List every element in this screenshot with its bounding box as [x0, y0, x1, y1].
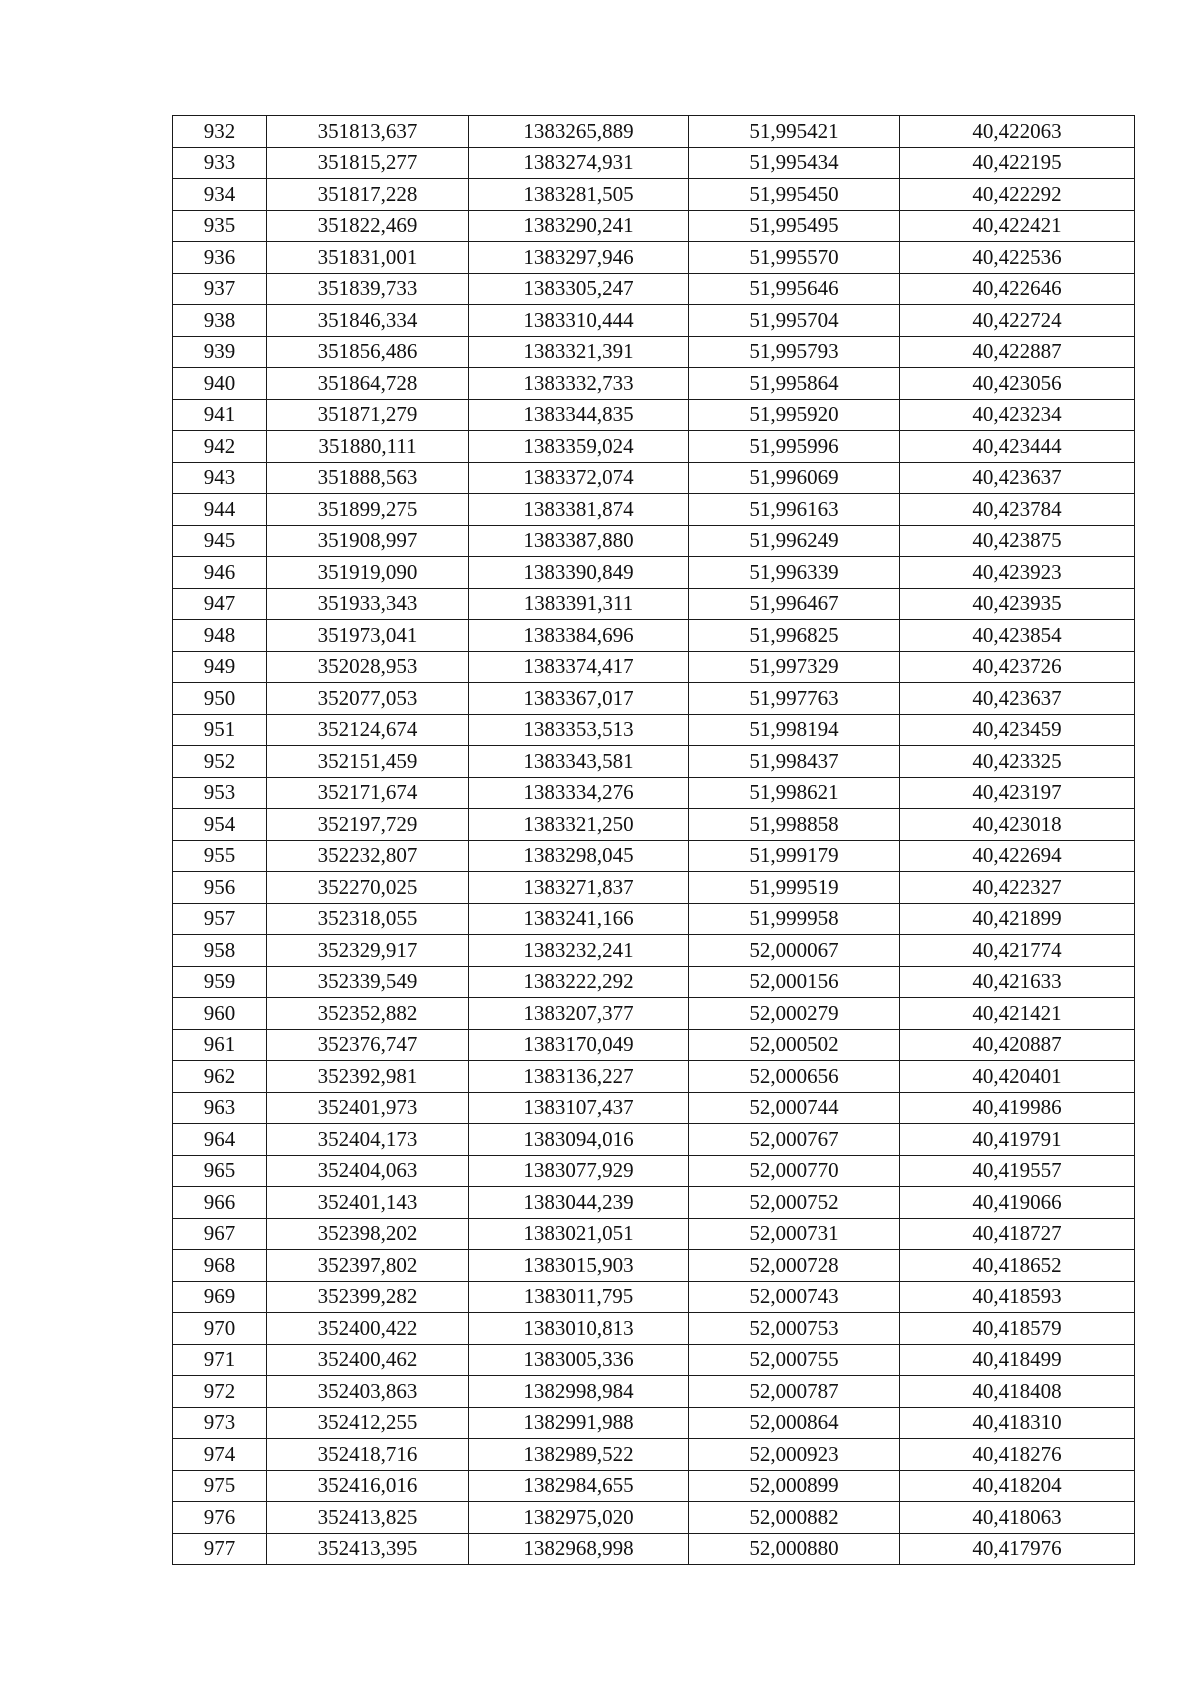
y-coordinate-cell: 1382989,522	[469, 1439, 689, 1471]
y-coordinate-cell: 1383321,391	[469, 336, 689, 368]
longitude-cell: 40,422724	[900, 305, 1135, 337]
table-row	[173, 620, 1135, 652]
longitude-cell: 40,418408	[900, 1376, 1135, 1408]
point-number-cell: 942	[173, 431, 267, 463]
point-number-cell: 936	[173, 242, 267, 274]
point-number-cell: 934	[173, 179, 267, 211]
point-number-cell: 941	[173, 399, 267, 431]
point-number-cell: 965	[173, 1155, 267, 1187]
latitude-cell: 51,999519	[689, 872, 900, 904]
table-row	[173, 368, 1135, 400]
longitude-cell: 40,417976	[900, 1533, 1135, 1565]
latitude-cell: 52,000728	[689, 1250, 900, 1282]
latitude-cell: 51,998858	[689, 809, 900, 841]
latitude-cell: 51,995450	[689, 179, 900, 211]
y-coordinate-cell: 1383343,581	[469, 746, 689, 778]
longitude-cell: 40,422421	[900, 210, 1135, 242]
x-coordinate-cell: 351846,334	[267, 305, 469, 337]
latitude-cell: 52,000755	[689, 1344, 900, 1376]
coordinates-table-body	[173, 116, 1135, 1565]
table-row	[173, 179, 1135, 211]
y-coordinate-cell: 1383390,849	[469, 557, 689, 589]
x-coordinate-cell: 352399,282	[267, 1281, 469, 1313]
y-coordinate-cell: 1383367,017	[469, 683, 689, 715]
longitude-cell: 40,423325	[900, 746, 1135, 778]
y-coordinate-cell: 1383011,795	[469, 1281, 689, 1313]
y-coordinate-cell: 1383222,292	[469, 966, 689, 998]
y-coordinate-cell: 1383274,931	[469, 147, 689, 179]
x-coordinate-cell: 352400,462	[267, 1344, 469, 1376]
longitude-cell: 40,423444	[900, 431, 1135, 463]
table-row	[173, 525, 1135, 557]
x-coordinate-cell: 352077,053	[267, 683, 469, 715]
point-number-cell: 964	[173, 1124, 267, 1156]
coordinates-table	[172, 115, 1135, 1565]
y-coordinate-cell: 1382991,988	[469, 1407, 689, 1439]
point-number-cell: 973	[173, 1407, 267, 1439]
latitude-cell: 52,000923	[689, 1439, 900, 1471]
longitude-cell: 40,419986	[900, 1092, 1135, 1124]
latitude-cell: 51,996467	[689, 588, 900, 620]
latitude-cell: 51,995704	[689, 305, 900, 337]
x-coordinate-cell: 351839,733	[267, 273, 469, 305]
point-number-cell: 933	[173, 147, 267, 179]
y-coordinate-cell: 1383005,336	[469, 1344, 689, 1376]
longitude-cell: 40,421899	[900, 903, 1135, 935]
y-coordinate-cell: 1383321,250	[469, 809, 689, 841]
point-number-cell: 950	[173, 683, 267, 715]
point-number-cell: 945	[173, 525, 267, 557]
table-row	[173, 1124, 1135, 1156]
y-coordinate-cell: 1383290,241	[469, 210, 689, 242]
longitude-cell: 40,422195	[900, 147, 1135, 179]
latitude-cell: 51,995864	[689, 368, 900, 400]
table-row	[173, 1376, 1135, 1408]
y-coordinate-cell: 1383310,444	[469, 305, 689, 337]
longitude-cell: 40,423935	[900, 588, 1135, 620]
x-coordinate-cell: 351908,997	[267, 525, 469, 557]
point-number-cell: 954	[173, 809, 267, 841]
x-coordinate-cell: 351856,486	[267, 336, 469, 368]
table-row	[173, 809, 1135, 841]
table-row	[173, 1407, 1135, 1439]
x-coordinate-cell: 351933,343	[267, 588, 469, 620]
x-coordinate-cell: 352403,863	[267, 1376, 469, 1408]
latitude-cell: 52,000882	[689, 1502, 900, 1534]
table-row	[173, 242, 1135, 274]
table-row	[173, 116, 1135, 148]
y-coordinate-cell: 1383334,276	[469, 777, 689, 809]
y-coordinate-cell: 1383010,813	[469, 1313, 689, 1345]
point-number-cell: 937	[173, 273, 267, 305]
longitude-cell: 40,423234	[900, 399, 1135, 431]
table-row	[173, 903, 1135, 935]
longitude-cell: 40,420401	[900, 1061, 1135, 1093]
x-coordinate-cell: 352329,917	[267, 935, 469, 967]
x-coordinate-cell: 351899,275	[267, 494, 469, 526]
latitude-cell: 52,000880	[689, 1533, 900, 1565]
latitude-cell: 51,996825	[689, 620, 900, 652]
longitude-cell: 40,418727	[900, 1218, 1135, 1250]
table-row	[173, 1502, 1135, 1534]
latitude-cell: 52,000156	[689, 966, 900, 998]
x-coordinate-cell: 352416,016	[267, 1470, 469, 1502]
x-coordinate-cell: 352028,953	[267, 651, 469, 683]
table-row	[173, 1533, 1135, 1565]
y-coordinate-cell: 1383094,016	[469, 1124, 689, 1156]
longitude-cell: 40,421421	[900, 998, 1135, 1030]
y-coordinate-cell: 1383344,835	[469, 399, 689, 431]
latitude-cell: 51,995996	[689, 431, 900, 463]
latitude-cell: 52,000770	[689, 1155, 900, 1187]
point-number-cell: 970	[173, 1313, 267, 1345]
point-number-cell: 977	[173, 1533, 267, 1565]
x-coordinate-cell: 352171,674	[267, 777, 469, 809]
table-row	[173, 273, 1135, 305]
point-number-cell: 967	[173, 1218, 267, 1250]
x-coordinate-cell: 352400,422	[267, 1313, 469, 1345]
table-row	[173, 683, 1135, 715]
x-coordinate-cell: 352404,063	[267, 1155, 469, 1187]
table-row	[173, 399, 1135, 431]
y-coordinate-cell: 1382998,984	[469, 1376, 689, 1408]
longitude-cell: 40,422063	[900, 116, 1135, 148]
longitude-cell: 40,421633	[900, 966, 1135, 998]
y-coordinate-cell: 1383305,247	[469, 273, 689, 305]
x-coordinate-cell: 352318,055	[267, 903, 469, 935]
table-row	[173, 462, 1135, 494]
longitude-cell: 40,418310	[900, 1407, 1135, 1439]
longitude-cell: 40,422536	[900, 242, 1135, 274]
longitude-cell: 40,419791	[900, 1124, 1135, 1156]
longitude-cell: 40,418593	[900, 1281, 1135, 1313]
longitude-cell: 40,418204	[900, 1470, 1135, 1502]
point-number-cell: 946	[173, 557, 267, 589]
point-number-cell: 976	[173, 1502, 267, 1534]
longitude-cell: 40,423637	[900, 462, 1135, 494]
y-coordinate-cell: 1383136,227	[469, 1061, 689, 1093]
table-row	[173, 1218, 1135, 1250]
point-number-cell: 957	[173, 903, 267, 935]
longitude-cell: 40,422646	[900, 273, 1135, 305]
point-number-cell: 952	[173, 746, 267, 778]
x-coordinate-cell: 351973,041	[267, 620, 469, 652]
x-coordinate-cell: 351888,563	[267, 462, 469, 494]
table-row	[173, 872, 1135, 904]
y-coordinate-cell: 1383298,045	[469, 840, 689, 872]
x-coordinate-cell: 351813,637	[267, 116, 469, 148]
longitude-cell: 40,419557	[900, 1155, 1135, 1187]
latitude-cell: 52,000731	[689, 1218, 900, 1250]
table-row	[173, 557, 1135, 589]
latitude-cell: 52,000752	[689, 1187, 900, 1219]
latitude-cell: 51,996163	[689, 494, 900, 526]
longitude-cell: 40,423784	[900, 494, 1135, 526]
table-row	[173, 1092, 1135, 1124]
table-row	[173, 998, 1135, 1030]
latitude-cell: 52,000656	[689, 1061, 900, 1093]
latitude-cell: 51,995920	[689, 399, 900, 431]
x-coordinate-cell: 351815,277	[267, 147, 469, 179]
table-row	[173, 1187, 1135, 1219]
x-coordinate-cell: 351919,090	[267, 557, 469, 589]
y-coordinate-cell: 1383232,241	[469, 935, 689, 967]
x-coordinate-cell: 351831,001	[267, 242, 469, 274]
x-coordinate-cell: 352412,255	[267, 1407, 469, 1439]
x-coordinate-cell: 352398,202	[267, 1218, 469, 1250]
point-number-cell: 939	[173, 336, 267, 368]
point-number-cell: 932	[173, 116, 267, 148]
y-coordinate-cell: 1382975,020	[469, 1502, 689, 1534]
x-coordinate-cell: 352352,882	[267, 998, 469, 1030]
table-row	[173, 777, 1135, 809]
table-row	[173, 1061, 1135, 1093]
latitude-cell: 52,000502	[689, 1029, 900, 1061]
point-number-cell: 966	[173, 1187, 267, 1219]
latitude-cell: 51,998194	[689, 714, 900, 746]
latitude-cell: 51,995421	[689, 116, 900, 148]
x-coordinate-cell: 352339,549	[267, 966, 469, 998]
latitude-cell: 51,995434	[689, 147, 900, 179]
point-number-cell: 958	[173, 935, 267, 967]
longitude-cell: 40,423459	[900, 714, 1135, 746]
x-coordinate-cell: 352413,825	[267, 1502, 469, 1534]
point-number-cell: 969	[173, 1281, 267, 1313]
latitude-cell: 52,000067	[689, 935, 900, 967]
point-number-cell: 963	[173, 1092, 267, 1124]
y-coordinate-cell: 1383044,239	[469, 1187, 689, 1219]
point-number-cell: 971	[173, 1344, 267, 1376]
y-coordinate-cell: 1383353,513	[469, 714, 689, 746]
longitude-cell: 40,423056	[900, 368, 1135, 400]
latitude-cell: 51,997329	[689, 651, 900, 683]
y-coordinate-cell: 1383271,837	[469, 872, 689, 904]
point-number-cell: 949	[173, 651, 267, 683]
point-number-cell: 955	[173, 840, 267, 872]
y-coordinate-cell: 1383077,929	[469, 1155, 689, 1187]
y-coordinate-cell: 1383021,051	[469, 1218, 689, 1250]
longitude-cell: 40,420887	[900, 1029, 1135, 1061]
latitude-cell: 51,995570	[689, 242, 900, 274]
table-row	[173, 1155, 1135, 1187]
x-coordinate-cell: 352397,802	[267, 1250, 469, 1282]
point-number-cell: 940	[173, 368, 267, 400]
latitude-cell: 52,000744	[689, 1092, 900, 1124]
longitude-cell: 40,419066	[900, 1187, 1135, 1219]
x-coordinate-cell: 352124,674	[267, 714, 469, 746]
y-coordinate-cell: 1383359,024	[469, 431, 689, 463]
latitude-cell: 52,000743	[689, 1281, 900, 1313]
x-coordinate-cell: 352392,981	[267, 1061, 469, 1093]
point-number-cell: 948	[173, 620, 267, 652]
table-row	[173, 305, 1135, 337]
x-coordinate-cell: 351871,279	[267, 399, 469, 431]
table-row	[173, 935, 1135, 967]
table-row	[173, 651, 1135, 683]
y-coordinate-cell: 1383265,889	[469, 116, 689, 148]
x-coordinate-cell: 352232,807	[267, 840, 469, 872]
x-coordinate-cell: 352404,173	[267, 1124, 469, 1156]
latitude-cell: 51,999179	[689, 840, 900, 872]
table-row	[173, 336, 1135, 368]
y-coordinate-cell: 1383170,049	[469, 1029, 689, 1061]
table-row	[173, 431, 1135, 463]
table-row	[173, 1029, 1135, 1061]
longitude-cell: 40,421774	[900, 935, 1135, 967]
x-coordinate-cell: 351864,728	[267, 368, 469, 400]
x-coordinate-cell: 352376,747	[267, 1029, 469, 1061]
y-coordinate-cell: 1383241,166	[469, 903, 689, 935]
x-coordinate-cell: 351880,111	[267, 431, 469, 463]
latitude-cell: 52,000767	[689, 1124, 900, 1156]
latitude-cell: 52,000899	[689, 1470, 900, 1502]
longitude-cell: 40,423018	[900, 809, 1135, 841]
table-row	[173, 588, 1135, 620]
table-row	[173, 746, 1135, 778]
point-number-cell: 951	[173, 714, 267, 746]
table-row	[173, 147, 1135, 179]
x-coordinate-cell: 351822,469	[267, 210, 469, 242]
y-coordinate-cell: 1383015,903	[469, 1250, 689, 1282]
point-number-cell: 935	[173, 210, 267, 242]
point-number-cell: 975	[173, 1470, 267, 1502]
latitude-cell: 51,996249	[689, 525, 900, 557]
longitude-cell: 40,423854	[900, 620, 1135, 652]
longitude-cell: 40,422887	[900, 336, 1135, 368]
table-row	[173, 1470, 1135, 1502]
table-row	[173, 210, 1135, 242]
longitude-cell: 40,418063	[900, 1502, 1135, 1534]
point-number-cell: 972	[173, 1376, 267, 1408]
x-coordinate-cell: 352151,459	[267, 746, 469, 778]
point-number-cell: 947	[173, 588, 267, 620]
x-coordinate-cell: 352270,025	[267, 872, 469, 904]
table-row	[173, 1313, 1135, 1345]
y-coordinate-cell: 1383381,874	[469, 494, 689, 526]
latitude-cell: 52,000787	[689, 1376, 900, 1408]
longitude-cell: 40,423875	[900, 525, 1135, 557]
table-row	[173, 494, 1135, 526]
point-number-cell: 956	[173, 872, 267, 904]
point-number-cell: 944	[173, 494, 267, 526]
x-coordinate-cell: 352418,716	[267, 1439, 469, 1471]
x-coordinate-cell: 352401,973	[267, 1092, 469, 1124]
latitude-cell: 51,995646	[689, 273, 900, 305]
latitude-cell: 51,998621	[689, 777, 900, 809]
latitude-cell: 51,996339	[689, 557, 900, 589]
x-coordinate-cell: 352197,729	[267, 809, 469, 841]
point-number-cell: 943	[173, 462, 267, 494]
point-number-cell: 962	[173, 1061, 267, 1093]
latitude-cell: 51,995793	[689, 336, 900, 368]
latitude-cell: 52,000864	[689, 1407, 900, 1439]
latitude-cell: 51,996069	[689, 462, 900, 494]
point-number-cell: 960	[173, 998, 267, 1030]
y-coordinate-cell: 1383332,733	[469, 368, 689, 400]
y-coordinate-cell: 1383391,311	[469, 588, 689, 620]
longitude-cell: 40,422292	[900, 179, 1135, 211]
point-number-cell: 953	[173, 777, 267, 809]
table-row	[173, 1439, 1135, 1471]
longitude-cell: 40,423923	[900, 557, 1135, 589]
latitude-cell: 51,997763	[689, 683, 900, 715]
latitude-cell: 51,998437	[689, 746, 900, 778]
longitude-cell: 40,418579	[900, 1313, 1135, 1345]
point-number-cell: 938	[173, 305, 267, 337]
y-coordinate-cell: 1383281,505	[469, 179, 689, 211]
x-coordinate-cell: 351817,228	[267, 179, 469, 211]
longitude-cell: 40,422327	[900, 872, 1135, 904]
y-coordinate-cell: 1383374,417	[469, 651, 689, 683]
longitude-cell: 40,422694	[900, 840, 1135, 872]
point-number-cell: 959	[173, 966, 267, 998]
x-coordinate-cell: 352401,143	[267, 1187, 469, 1219]
longitude-cell: 40,423726	[900, 651, 1135, 683]
point-number-cell: 961	[173, 1029, 267, 1061]
longitude-cell: 40,418652	[900, 1250, 1135, 1282]
latitude-cell: 51,999958	[689, 903, 900, 935]
table-row	[173, 1281, 1135, 1313]
longitude-cell: 40,423637	[900, 683, 1135, 715]
table-row	[173, 1250, 1135, 1282]
latitude-cell: 52,000279	[689, 998, 900, 1030]
y-coordinate-cell: 1383387,880	[469, 525, 689, 557]
table-row	[173, 840, 1135, 872]
y-coordinate-cell: 1383372,074	[469, 462, 689, 494]
longitude-cell: 40,418276	[900, 1439, 1135, 1471]
y-coordinate-cell: 1382968,998	[469, 1533, 689, 1565]
point-number-cell: 974	[173, 1439, 267, 1471]
latitude-cell: 51,995495	[689, 210, 900, 242]
table-row	[173, 714, 1135, 746]
longitude-cell: 40,423197	[900, 777, 1135, 809]
y-coordinate-cell: 1382984,655	[469, 1470, 689, 1502]
longitude-cell: 40,418499	[900, 1344, 1135, 1376]
y-coordinate-cell: 1383297,946	[469, 242, 689, 274]
y-coordinate-cell: 1383384,696	[469, 620, 689, 652]
point-number-cell: 968	[173, 1250, 267, 1282]
table-row	[173, 1344, 1135, 1376]
y-coordinate-cell: 1383107,437	[469, 1092, 689, 1124]
latitude-cell: 52,000753	[689, 1313, 900, 1345]
y-coordinate-cell: 1383207,377	[469, 998, 689, 1030]
x-coordinate-cell: 352413,395	[267, 1533, 469, 1565]
table-row	[173, 966, 1135, 998]
